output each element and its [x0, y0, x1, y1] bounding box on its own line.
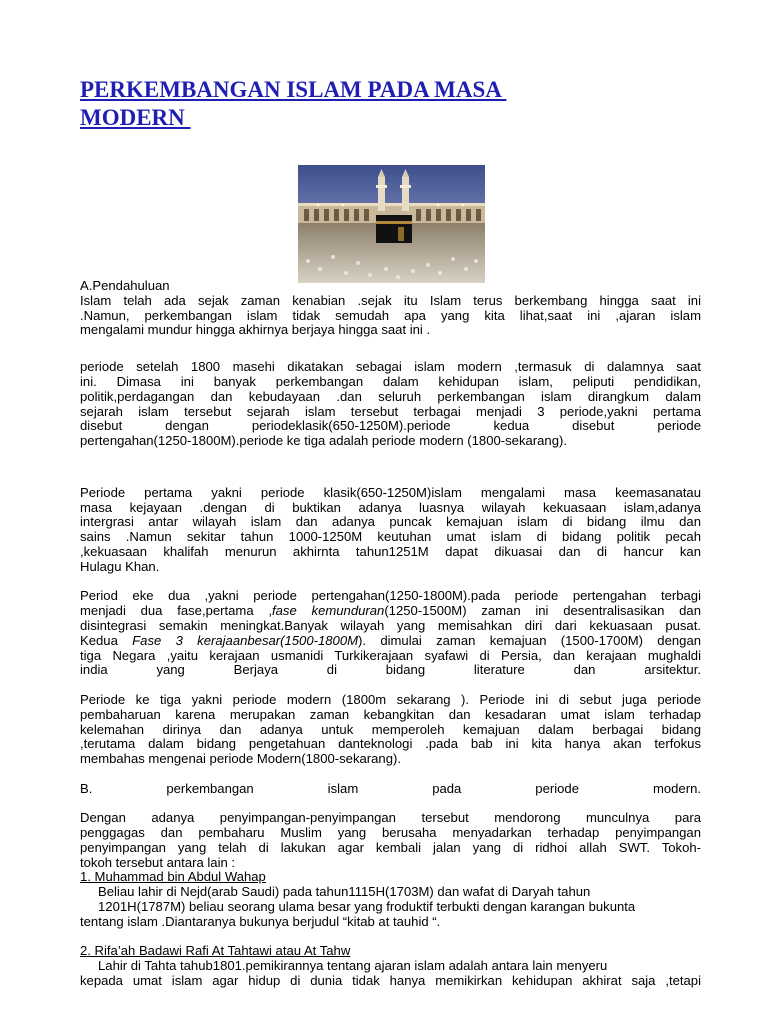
intro-p2-line: disebut dengan periodeklasik(650-1250M).periode kedua disebut periode: [80, 419, 701, 434]
document-title: [80, 76, 680, 132]
title-line-1: PERKEMBANGAN ISLAM PADA MASA: [80, 77, 507, 102]
intro-p5-line: kelemahan dirinya dan adanya untuk memperoleh kemajuan dalam berbagai bidang: [80, 722, 701, 737]
figure1-name: 1. Muhammad bin Abdul Wahap: [80, 870, 266, 885]
section-b-p1-line: penyimpangan yang telah di lakukan agar kembali jalan yang di ridhoi allah SWT. Tokoh-: [80, 840, 701, 855]
fase-kerajaan-italic: Fase 3 kerajaanbesar(1500-1800M: [132, 633, 359, 648]
intro-p4-line: Kedua Fase 3 kerajaanbesar(1500-1800M). dimulai zaman kemajuan (1500-1700M) dengan: [80, 633, 701, 648]
section-b-p1-line: Dengan adanya penyimpangan-penyimpangan tersebut mendorong munculnya para: [80, 811, 701, 826]
intro-p4-line: menjadi dua fase,pertama ,fase kemunduran(1250-1500M) zaman ini desentralisasikan dan: [80, 604, 701, 619]
intro-p2-line: pertengahan(1250-1800M).periode ke tiga adalah periode modern (1800-sekarang).: [80, 434, 567, 449]
intro-p3-line: Hulagu Khan.: [80, 559, 160, 574]
intro-p5-line: ,terutama dalam bidang pengetahuan danteknologi .pada bab ini kita hanya akan terfokus: [80, 737, 701, 752]
intro-p3-line: sains .Namun sekitar tahun 1000-1250M keutuhan umat islam di bidang politik pecah: [80, 530, 701, 545]
section-b-heading: B. perkembangan islam pada periode modern.: [80, 781, 701, 796]
intro-p4-line: Period eke dua ,yakni periode pertengahan(1250-1800M).pada periode pertengahan terbagi: [80, 589, 701, 604]
intro-p5-line: pembaharuan karena merupakan zaman kebangkitan dan kesadaran umat islam terhadap: [80, 707, 701, 722]
figure1-line: 1201H(1787M) beliau seorang ulama besar yang froduktif terbukti dengan karangan bukunta: [98, 900, 636, 915]
section-b-p1-line: tokoh tersebut antara lain :: [80, 855, 236, 870]
figure2-name: 2. Rifa’ah Badawi Rafi At Tahtawi atau At Tahw: [80, 944, 351, 959]
intro-p4-line: india yang Berjaya di bidang literature dan arsitektur.: [80, 663, 701, 678]
intro-p1-line: mengalami mundur hingga akhirnya berjaya hingga saat ini .: [80, 323, 431, 338]
figure1-line: Beliau lahir di Nejd(arab Saudi) pada tahun1115H(1703M) dan wafat di Daryah tahun: [98, 885, 591, 900]
intro-p2-line: periode setelah 1800 masehi dikatakan sebagai islam modern ,termasuk di dalamnya saat: [80, 360, 701, 375]
figure1-line: tentang islam .Diantaranya bukunya berjudul “kitab at tauhid “.: [80, 914, 441, 929]
intro-p1-line: Islam telah ada sejak zaman kenabian .sejak itu Islam terus berkembang hingga saat ini: [80, 293, 701, 308]
title-line-2: MODERN: [80, 105, 191, 130]
intro-p3-line: intergrasi antar wilayah islam dan adanya puncak kemajuan islam di bidang ilmu dan: [80, 515, 701, 530]
intro-p2-line: sejarah islam tersebut sejarah islam tersebut terbagai menjadi 3 periode,yakni pertama: [80, 404, 701, 419]
intro-p4-line: tiga Negara ,yaitu kerajaan usmanidi Turkikerajaan syafawi di Persia, dan kerajaan mughaldi: [80, 648, 701, 663]
intro-p5-line: Periode ke tiga yakni periode modern (1800m sekarang ). Periode ini di sebut juga periode: [80, 692, 701, 707]
section-b-p1-line: penggagas dan pembaharu Muslim yang berusaha menyadarkan terhadap penyimpangan: [80, 826, 701, 841]
intro-p2-line: politik,perdagangan dan kebudayaan .dan seluruh perkembangan islam dirangkum dalam: [80, 389, 701, 404]
document-body: [80, 279, 701, 989]
intro-p2-line: ini. Dimasa ini banyak perkembangan dalam kehidupan islam, peliputi pendidikan,: [80, 374, 701, 389]
intro-p3-line: masa kejayaan .dengan di buktikan adanya luasnya wilayah kekuasaan islam,adanya: [80, 500, 701, 515]
kaaba-mecca-photo: [298, 165, 485, 283]
intro-p3-line: ,kekuasaan khalifah menurun akhirnta tahun1251M dapat dikuasai dan di hancur kan: [80, 544, 701, 559]
intro-p4-line: disintegrasi semakin meningkat.Banyak wilayah yang memisahkan diri dari kekuasaan pusat.: [80, 618, 701, 633]
intro-p1-line: .Namun, perkembangan islam tidak semudah apa yang kita lihat,saat ini ,ajaran islam: [80, 308, 701, 323]
fase-kemunduran-italic: fase kemunduran: [272, 604, 385, 619]
figure2-line: kepada umat islam agar hidup di dunia tidak hanya memikirkan kehidupan akhirat saja ,tetapi: [80, 974, 701, 989]
intro-p3-line: Periode pertama yakni periode klasik(650-1250M)islam mengalami masa keemasanatau: [80, 485, 701, 500]
figure2-line: Lahir di Tahta tahub1801.pemikirannya tentang ajaran islam adalah antara lain menyeru: [98, 959, 608, 974]
intro-heading: A.Pendahuluan: [80, 279, 170, 293]
intro-p5-line: membahas mengenai periode Modern(1800-sekarang).: [80, 752, 401, 767]
